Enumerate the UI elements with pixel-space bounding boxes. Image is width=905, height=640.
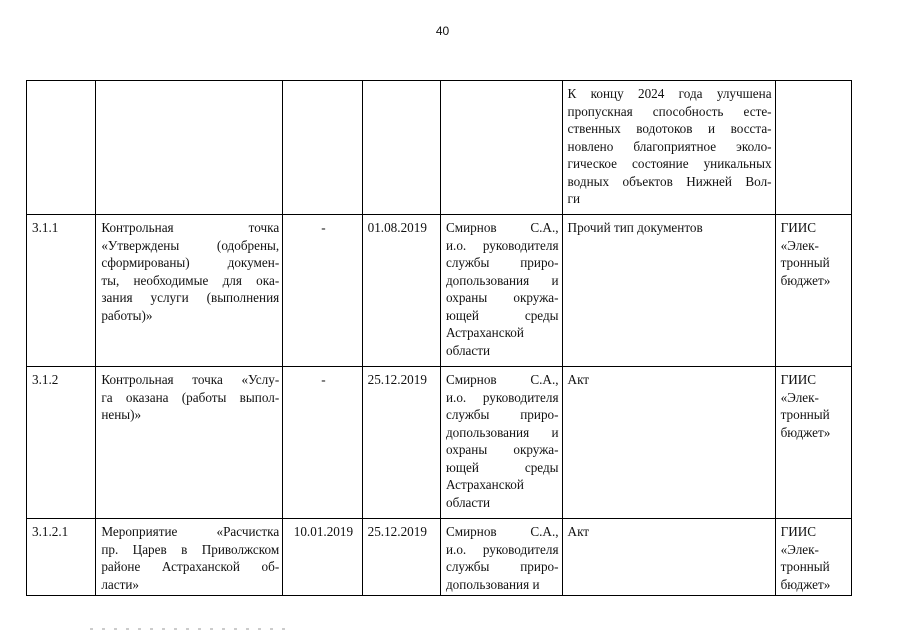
cell-responsible-line: Смирнов С.А., (445, 372, 559, 387)
cell-system-line: «Элек- (780, 237, 819, 253)
cell-name-line: га оказана (работы выпол- (101, 389, 280, 405)
cell-result-line: К концу 2024 года улучшена (567, 86, 772, 101)
cell-responsible (440, 519, 562, 596)
cell-id: 3.1.1 (27, 215, 96, 367)
cell-name (96, 81, 283, 215)
cell-system-line: бюджет» (780, 272, 831, 288)
cell-responsible-line: ющей среды (445, 459, 559, 475)
cell-name-line: пр. Царев в Приволжском (101, 541, 280, 557)
cell-name (96, 367, 283, 519)
cell-result-line: Прочий тип документов (567, 220, 703, 235)
cell-name-line: Контрольная точка (101, 220, 280, 235)
cell-name-line: Контрольная точка «Услу- (101, 372, 280, 387)
cell-start-date (283, 81, 362, 215)
cell-responsible (440, 81, 562, 215)
cell-name-line: ты, необходимые для ока- (101, 272, 280, 288)
cell-name-line: работы)» (101, 307, 153, 323)
cell-responsible-line: Астраханской (445, 325, 524, 340)
cell-name-line: нены)» (101, 407, 142, 422)
cell-system (775, 367, 851, 519)
cell-system-line: бюджет» (780, 424, 831, 440)
cell-result-line: Акт (567, 372, 590, 387)
cell-end-date: 25.12.2019 (362, 367, 440, 519)
table-row (27, 81, 852, 215)
cell-result (562, 81, 775, 215)
scan-artifact (90, 628, 290, 630)
cell-responsible-line: ющей среды (445, 307, 559, 323)
cell-result-line: водных объектов Нижней Вол- (567, 173, 772, 189)
cell-name-line: зания услуги (выполнения (101, 290, 280, 305)
cell-result-line: гическое состояние уникальных (567, 156, 772, 171)
cell-system (775, 519, 851, 596)
cell-end-date: 01.08.2019 (362, 215, 440, 367)
cell-name-line: сформированы) докумен- (101, 255, 280, 270)
cell-responsible-line: и.о. руководителя (445, 541, 559, 557)
cell-responsible-line: охраны окружа- (445, 442, 559, 457)
table-row (27, 519, 852, 596)
cell-name (96, 519, 283, 596)
cell-id (27, 81, 96, 215)
cell-responsible-line: допользования и (445, 272, 559, 288)
cell-system (775, 81, 851, 215)
cell-responsible (440, 367, 562, 519)
cell-responsible (440, 215, 562, 367)
cell-responsible-line: службы приро- (445, 255, 559, 270)
cell-start-date: 10.01.2019 (283, 519, 362, 596)
cell-result-line: ги (567, 191, 581, 206)
cell-system-line: «Элек- (780, 541, 819, 557)
cell-name (96, 215, 283, 367)
cell-end-date: 25.12.2019 (362, 519, 440, 596)
cell-responsible-line: допользования и (445, 424, 559, 440)
cell-responsible-line: области (445, 342, 491, 358)
cell-id: 3.1.2 (27, 367, 96, 519)
cell-responsible-line: охраны окружа- (445, 290, 559, 305)
cell-result (562, 215, 775, 367)
table-row (27, 215, 852, 367)
cell-responsible-line: Астраханской (445, 477, 524, 492)
cell-system-line: тронный (780, 559, 830, 574)
data-table (26, 80, 852, 596)
cell-system-line: тронный (780, 255, 830, 270)
cell-responsible-line: службы приро- (445, 559, 559, 574)
cell-system-line: бюджет» (780, 576, 831, 592)
cell-end-date (362, 81, 440, 215)
cell-result (562, 519, 775, 596)
table-row (27, 367, 852, 519)
cell-result-line: ственных водотоков и восста- (567, 121, 772, 136)
cell-responsible-line: Смирнов С.А., (445, 524, 559, 539)
cell-responsible-line: Смирнов С.А., (445, 220, 559, 235)
cell-responsible-line: и.о. руководителя (445, 237, 559, 253)
cell-name-line: районе Астраханской об- (101, 559, 280, 574)
cell-system-line: ГИИС (780, 220, 817, 235)
cell-system (775, 215, 851, 367)
cell-system-line: «Элек- (780, 389, 819, 405)
cell-responsible-line: службы приро- (445, 407, 559, 422)
cell-system-line: тронный (780, 407, 830, 422)
cell-result-line: новлено благоприятное эколо- (567, 138, 772, 154)
cell-result-line: пропускная способность есте- (567, 103, 772, 119)
cell-result-line: Акт (567, 524, 590, 539)
cell-responsible-line: допользования и (445, 576, 540, 592)
cell-responsible-line: и.о. руководителя (445, 389, 559, 405)
cell-system-line: ГИИС (780, 524, 817, 539)
page-number: 40 (435, 24, 450, 38)
cell-name-line: «Утверждены (одобрены, (101, 237, 280, 253)
cell-id: 3.1.2.1 (27, 519, 96, 596)
cell-start-date: - (283, 215, 362, 367)
cell-name-line: ласти» (101, 576, 140, 592)
cell-responsible-line: области (445, 494, 491, 510)
cell-result (562, 367, 775, 519)
cell-name-line: Мероприятие «Расчистка (101, 524, 280, 539)
cell-start-date: - (283, 367, 362, 519)
cell-system-line: ГИИС (780, 372, 817, 387)
